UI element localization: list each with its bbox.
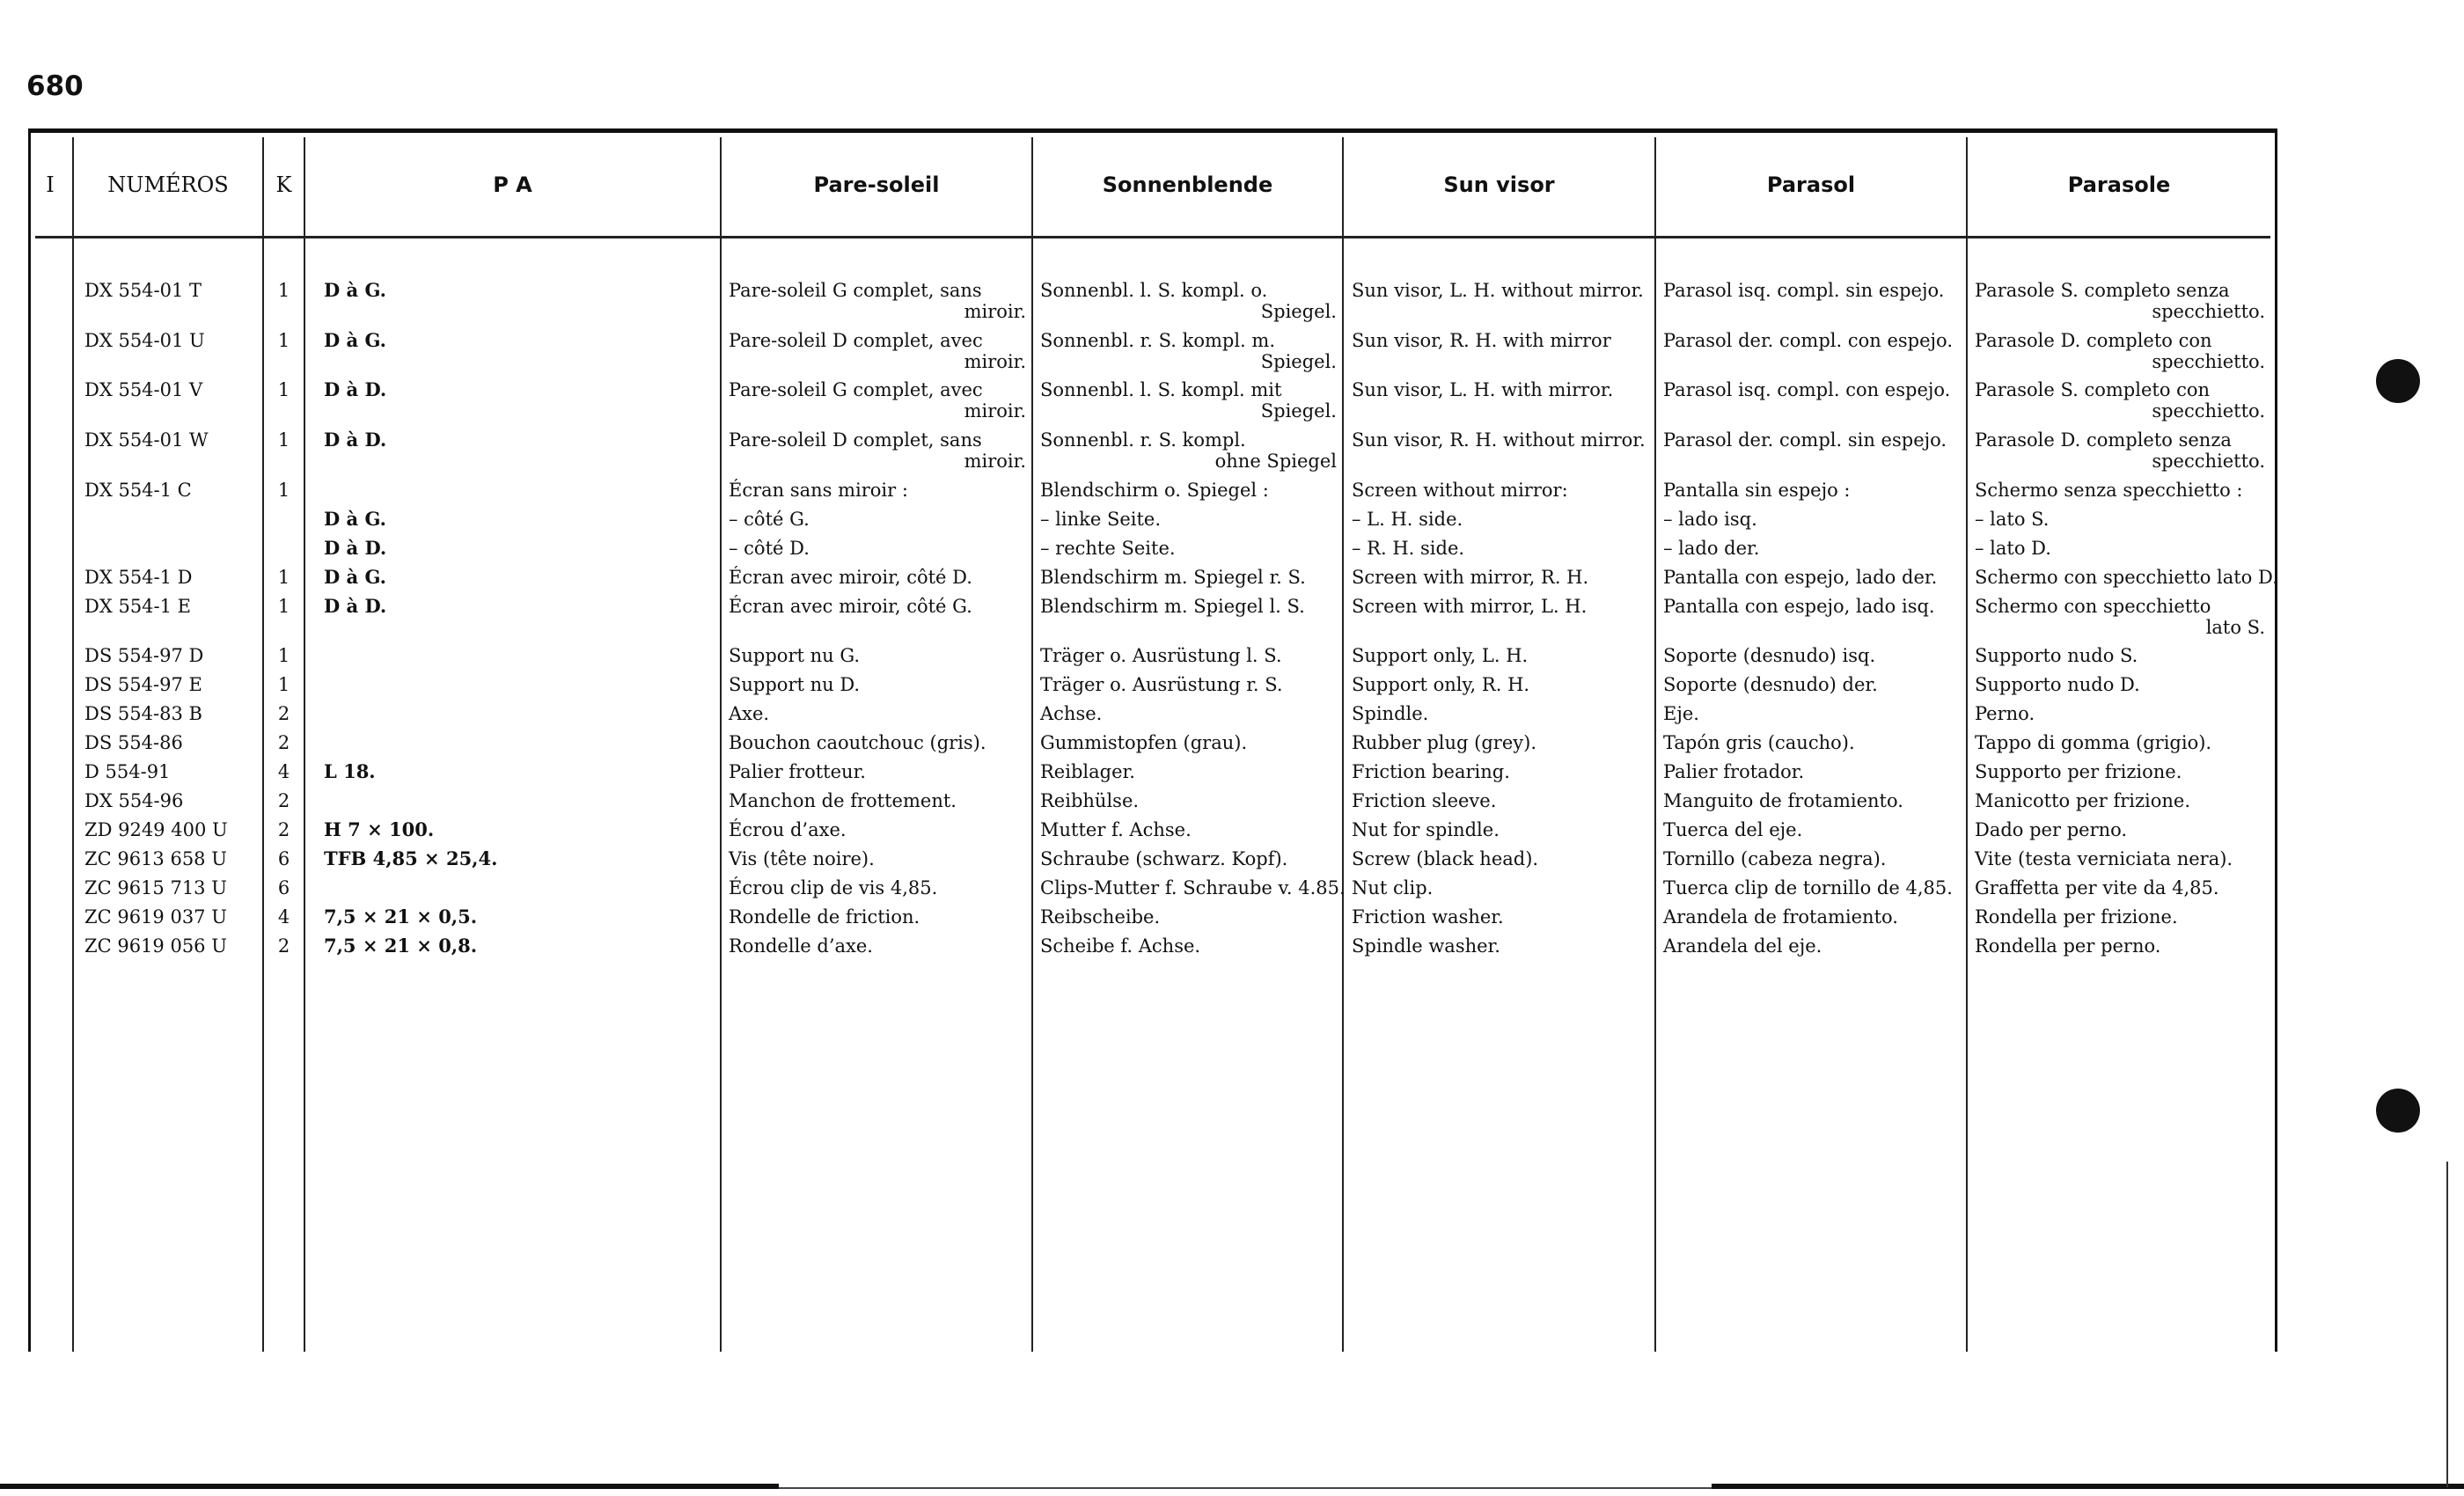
text-line: Spindle. xyxy=(1352,703,1429,724)
text-line: Parasol isq. compl. sin espejo. xyxy=(1663,280,1945,301)
spanish-desc xyxy=(1663,509,1961,530)
text-line: Tornillo (cabeza negra). xyxy=(1663,848,1887,869)
header-spanish: Parasol xyxy=(1766,172,1856,197)
table-row xyxy=(0,703,2464,732)
french-desc xyxy=(729,877,1026,898)
quantity: 1 xyxy=(277,330,290,351)
text-line: Supporto nudo D. xyxy=(1975,674,2140,695)
text-line: Schraube (schwarz. Kopf). xyxy=(1040,848,1288,869)
french-desc xyxy=(729,703,1026,724)
text-line: Sonnenbl. r. S. kompl. m. xyxy=(1040,330,1275,351)
french-desc xyxy=(729,429,1026,472)
text-line: Pare-soleil G complet, sans xyxy=(729,280,982,301)
quantity: 6 xyxy=(277,848,290,869)
french-desc xyxy=(729,645,1026,666)
text-line: Écrou d’axe. xyxy=(729,819,847,840)
english-desc xyxy=(1352,877,1649,898)
pa-spec: D à G. xyxy=(324,279,386,301)
bottom-rule xyxy=(0,1484,779,1489)
french-desc xyxy=(729,280,1026,322)
italian-desc xyxy=(1975,509,2265,530)
text-line-continued: Spiegel. xyxy=(1260,301,1337,322)
text-line: Écran avec miroir, côté G. xyxy=(729,596,972,617)
quantity: 1 xyxy=(277,567,290,588)
part-number: ZC 9613 658 U xyxy=(84,848,227,869)
french-desc xyxy=(729,674,1026,695)
quantity: 1 xyxy=(277,429,290,451)
german-desc xyxy=(1040,379,1337,422)
table-row xyxy=(0,848,2464,877)
text-line: Graffetta per vite da 4,85. xyxy=(1975,877,2219,898)
spanish-desc xyxy=(1663,645,1961,666)
spanish-desc xyxy=(1663,567,1961,588)
text-line: – lato S. xyxy=(1975,509,2050,530)
english-desc xyxy=(1352,280,1649,301)
spanish-desc xyxy=(1663,330,1961,351)
pa-spec: D à G. xyxy=(324,329,386,351)
part-number: DX 554-01 W xyxy=(84,429,209,451)
text-line: Tuerca del eje. xyxy=(1663,819,1803,840)
text-line: Rubber plug (grey). xyxy=(1352,732,1536,753)
spanish-desc xyxy=(1663,429,1961,451)
italian-desc xyxy=(1975,732,2265,753)
text-line: Arandela de frotamiento. xyxy=(1663,906,1898,928)
text-line: Support only, L. H. xyxy=(1352,645,1529,666)
text-line: – côté D. xyxy=(729,538,810,559)
german-desc xyxy=(1040,703,1337,724)
text-line: Friction washer. xyxy=(1352,906,1504,928)
pa-spec: 7,5 × 21 × 0,5. xyxy=(324,906,478,928)
text-line: Manguito de frotamiento. xyxy=(1663,790,1903,811)
english-desc xyxy=(1352,429,1649,451)
french-desc xyxy=(729,732,1026,753)
english-desc xyxy=(1352,906,1649,928)
text-line: Schermo con specchietto lato D. xyxy=(1975,567,2278,588)
text-line: Parasol isq. compl. con espejo. xyxy=(1663,379,1951,400)
english-desc xyxy=(1352,596,1649,617)
table-row xyxy=(0,509,2464,538)
italian-desc xyxy=(1975,703,2265,724)
german-desc xyxy=(1040,596,1337,617)
pa-spec: 7,5 × 21 × 0,8. xyxy=(324,935,478,957)
part-number: ZC 9615 713 U xyxy=(84,877,227,898)
quantity: 2 xyxy=(277,703,290,724)
text-line: Supporto nudo S. xyxy=(1975,645,2138,666)
italian-desc xyxy=(1975,330,2265,372)
spanish-desc xyxy=(1663,935,1961,957)
italian-desc xyxy=(1975,877,2265,898)
text-line: Palier frotador. xyxy=(1663,761,1805,782)
english-desc xyxy=(1352,703,1649,724)
german-desc xyxy=(1040,567,1337,588)
text-line: Tappo di gomma (grigio). xyxy=(1975,732,2212,753)
italian-desc xyxy=(1975,819,2265,840)
text-line: Écran sans miroir : xyxy=(729,480,908,501)
text-line: Soporte (desnudo) der. xyxy=(1663,674,1878,695)
english-desc xyxy=(1352,790,1649,811)
french-desc xyxy=(729,379,1026,422)
text-line-continued: Spiegel. xyxy=(1260,400,1337,422)
french-desc xyxy=(729,906,1026,928)
text-line: Dado per perno. xyxy=(1975,819,2128,840)
french-desc xyxy=(729,480,1026,501)
text-line: Pantalla con espejo, lado der. xyxy=(1663,567,1938,588)
french-desc xyxy=(729,567,1026,588)
text-line: Soporte (desnudo) isq. xyxy=(1663,645,1876,666)
german-desc xyxy=(1040,429,1337,472)
text-line: Sonnenbl. r. S. kompl. xyxy=(1040,429,1246,451)
text-line: Screw (black head). xyxy=(1352,848,1539,869)
text-line: Friction bearing. xyxy=(1352,761,1510,782)
italian-desc xyxy=(1975,596,2265,638)
part-number: DS 554-97 D xyxy=(84,645,204,666)
quantity: 1 xyxy=(277,674,290,695)
english-desc xyxy=(1352,480,1649,501)
text-line: Parasole D. completo con xyxy=(1975,330,2212,351)
spanish-desc xyxy=(1663,480,1961,501)
english-desc xyxy=(1352,674,1649,695)
spanish-desc xyxy=(1663,596,1961,617)
spanish-desc xyxy=(1663,761,1961,782)
text-line: Gummistopfen (grau). xyxy=(1040,732,1248,753)
text-line: Sun visor, R. H. with mirror xyxy=(1352,330,1611,351)
part-number: D 554-91 xyxy=(84,761,171,782)
table-row xyxy=(0,674,2464,703)
part-number: DX 554-01 T xyxy=(84,280,202,301)
italian-desc xyxy=(1975,379,2265,422)
german-desc xyxy=(1040,674,1337,695)
english-desc xyxy=(1352,645,1649,666)
spanish-desc xyxy=(1663,280,1961,301)
text-line: Rondella per perno. xyxy=(1975,935,2161,957)
text-line: Palier frotteur. xyxy=(729,761,866,782)
text-line: Schermo senza specchietto : xyxy=(1975,480,2243,501)
italian-desc xyxy=(1975,280,2265,322)
header-italian: Parasole xyxy=(2067,172,2171,197)
text-line-continued: specchietto. xyxy=(2152,400,2265,422)
text-line: – lado isq. xyxy=(1663,509,1757,530)
text-line: Pare-soleil D complet, avec xyxy=(729,330,983,351)
french-desc xyxy=(729,761,1026,782)
quantity: 1 xyxy=(277,280,290,301)
spanish-desc xyxy=(1663,732,1961,753)
text-line: – côté G. xyxy=(729,509,810,530)
italian-desc xyxy=(1975,567,2278,588)
text-line: Parasol der. compl. sin espejo. xyxy=(1663,429,1947,451)
french-desc xyxy=(729,538,1026,559)
bottom-rule xyxy=(1712,1484,2464,1489)
french-desc xyxy=(729,790,1026,811)
french-desc xyxy=(729,330,1026,372)
english-desc xyxy=(1352,509,1649,530)
table-row xyxy=(0,761,2464,790)
text-line: – lato D. xyxy=(1975,538,2051,559)
english-desc xyxy=(1352,567,1649,588)
table-row xyxy=(0,429,2464,472)
binder-hole xyxy=(2376,1089,2420,1133)
header-numeros: NUMÉROS xyxy=(107,172,229,197)
text-line: Axe. xyxy=(729,703,770,724)
text-line-continued: miroir. xyxy=(964,451,1026,472)
text-line: Spindle washer. xyxy=(1352,935,1500,957)
bottom-rule xyxy=(779,1487,1712,1489)
text-line: Support nu G. xyxy=(729,645,861,666)
german-desc xyxy=(1040,509,1337,530)
part-number: DX 554-1 E xyxy=(84,596,192,617)
text-line: Perno. xyxy=(1975,703,2035,724)
german-desc xyxy=(1040,906,1337,928)
quantity: 2 xyxy=(277,935,290,957)
text-line: Supporto per frizione. xyxy=(1975,761,2182,782)
german-desc xyxy=(1040,330,1337,372)
text-line: – R. H. side. xyxy=(1352,538,1465,559)
german-desc xyxy=(1040,877,1346,898)
part-number: ZD 9249 400 U xyxy=(84,819,228,840)
part-number: ZC 9619 056 U xyxy=(84,935,227,957)
quantity: 1 xyxy=(277,645,290,666)
text-line: Vite (testa verniciata nera). xyxy=(1975,848,2233,869)
german-desc xyxy=(1040,761,1337,782)
french-desc xyxy=(729,596,1026,617)
text-line: Sun visor, L. H. without mirror. xyxy=(1352,280,1644,301)
text-line: Sonnenbl. l. S. kompl. o. xyxy=(1040,280,1268,301)
italian-desc xyxy=(1975,538,2265,559)
quantity: 2 xyxy=(277,790,290,811)
binder-hole xyxy=(2376,359,2420,403)
text-line-continued: lato S. xyxy=(2205,617,2265,638)
quantity: 4 xyxy=(277,761,290,782)
text-line: Blendschirm m. Spiegel r. S. xyxy=(1040,567,1306,588)
italian-desc xyxy=(1975,761,2265,782)
text-line: Mutter f. Achse. xyxy=(1040,819,1192,840)
spanish-desc xyxy=(1663,790,1961,811)
page-edge xyxy=(2446,1162,2448,1487)
part-number: ZC 9619 037 U xyxy=(84,906,227,928)
table-row xyxy=(0,567,2464,596)
text-line: Sonnenbl. l. S. kompl. mit xyxy=(1040,379,1282,400)
text-line: Screen without mirror: xyxy=(1352,480,1568,501)
pa-spec: H 7 × 100. xyxy=(324,818,435,840)
text-line-continued: miroir. xyxy=(964,301,1026,322)
italian-desc xyxy=(1975,429,2265,472)
text-line: Arandela del eje. xyxy=(1663,935,1822,957)
italian-desc xyxy=(1975,935,2265,957)
text-line: Pantalla con espejo, lado isq. xyxy=(1663,596,1935,617)
table-row xyxy=(0,790,2464,819)
text-line: Parasole D. completo senza xyxy=(1975,429,2232,451)
text-line: Écran avec miroir, côté D. xyxy=(729,567,972,588)
text-line: Screen with mirror, R. H. xyxy=(1352,567,1589,588)
page-number: 680 xyxy=(26,70,84,102)
text-line: Clips-Mutter f. Schraube v. 4.85. xyxy=(1040,877,1346,898)
spanish-desc xyxy=(1663,703,1961,724)
text-line: Sun visor, L. H. with mirror. xyxy=(1352,379,1614,400)
quantity: 1 xyxy=(277,596,290,617)
text-line: Parasole S. completo senza xyxy=(1975,280,2230,301)
text-line: Screen with mirror, L. H. xyxy=(1352,596,1588,617)
text-line: – rechte Seite. xyxy=(1040,538,1176,559)
table-row xyxy=(0,819,2464,848)
french-desc xyxy=(729,935,1026,957)
text-line: Reiblager. xyxy=(1040,761,1135,782)
text-line: Schermo con specchietto xyxy=(1975,596,2211,617)
text-line: Support only, R. H. xyxy=(1352,674,1530,695)
german-desc xyxy=(1040,935,1337,957)
pa-spec: L 18. xyxy=(324,760,376,782)
header-pa: P A xyxy=(493,172,532,197)
text-line: Eje. xyxy=(1663,703,1699,724)
quantity: 6 xyxy=(277,877,290,898)
pa-spec: D à G. xyxy=(324,508,386,530)
italian-desc xyxy=(1975,906,2265,928)
text-line-continued: miroir. xyxy=(964,351,1026,372)
text-line: Blendschirm m. Spiegel l. S. xyxy=(1040,596,1305,617)
italian-desc xyxy=(1975,848,2265,869)
table-row xyxy=(0,279,2464,322)
french-desc xyxy=(729,509,1026,530)
table-row xyxy=(0,538,2464,567)
text-line: Friction sleeve. xyxy=(1352,790,1497,811)
text-line: Blendschirm o. Spiegel : xyxy=(1040,480,1269,501)
part-number: DS 554-97 E xyxy=(84,674,202,695)
part-number: DX 554-1 D xyxy=(84,567,193,588)
text-line: Parasol der. compl. con espejo. xyxy=(1663,330,1953,351)
text-line: Tuerca clip de tornillo de 4,85. xyxy=(1663,877,1953,898)
text-line: Support nu D. xyxy=(729,674,861,695)
part-number: DS 554-86 xyxy=(84,732,183,753)
german-desc xyxy=(1040,280,1337,322)
text-line: Pantalla sin espejo : xyxy=(1663,480,1851,501)
text-line: Bouchon caoutchouc (gris). xyxy=(729,732,986,753)
header-french: Pare-soleil xyxy=(813,172,940,197)
pa-spec: D à D. xyxy=(324,378,387,400)
text-line: Parasole S. completo con xyxy=(1975,379,2211,400)
italian-desc xyxy=(1975,480,2265,501)
text-line: Pare-soleil G complet, avec xyxy=(729,379,983,400)
text-line: Rondella per frizione. xyxy=(1975,906,2178,928)
spanish-desc xyxy=(1663,877,1961,898)
header-english: Sun visor xyxy=(1443,172,1555,197)
english-desc xyxy=(1352,819,1649,840)
pa-spec: D à D. xyxy=(324,595,387,617)
text-line: Achse. xyxy=(1040,703,1103,724)
text-line: Rondelle de friction. xyxy=(729,906,920,928)
text-line: Pare-soleil D complet, sans xyxy=(729,429,982,451)
header-i: I xyxy=(46,172,55,197)
english-desc xyxy=(1352,761,1649,782)
text-line: Écrou clip de vis 4,85. xyxy=(729,877,938,898)
quantity: 1 xyxy=(277,379,290,400)
text-line: – linke Seite. xyxy=(1040,509,1162,530)
text-line: Nut clip. xyxy=(1352,877,1434,898)
pa-spec: D à D. xyxy=(324,429,387,451)
text-line: Sun visor, R. H. without mirror. xyxy=(1352,429,1646,451)
text-line: Rondelle d’axe. xyxy=(729,935,873,957)
pa-spec: TFB 4,85 × 25,4. xyxy=(324,847,498,869)
german-desc xyxy=(1040,538,1337,559)
table-row xyxy=(0,480,2464,509)
text-line-continued: specchietto. xyxy=(2152,301,2265,322)
english-desc xyxy=(1352,935,1649,957)
german-desc xyxy=(1040,645,1337,666)
text-line: Träger o. Ausrüstung l. S. xyxy=(1040,645,1282,666)
header-german: Sonnenblende xyxy=(1102,172,1273,197)
italian-desc xyxy=(1975,790,2265,811)
english-desc xyxy=(1352,732,1649,753)
text-line: Vis (tête noire). xyxy=(729,848,875,869)
german-desc xyxy=(1040,790,1337,811)
french-desc xyxy=(729,819,1026,840)
table-row xyxy=(0,645,2464,674)
quantity: 2 xyxy=(277,732,290,753)
header-separator xyxy=(35,236,2270,238)
english-desc xyxy=(1352,330,1649,351)
spanish-desc xyxy=(1663,538,1961,559)
french-desc xyxy=(729,848,1026,869)
pa-spec: D à G. xyxy=(324,566,386,588)
table-row xyxy=(0,378,2464,422)
part-number: DS 554-83 B xyxy=(84,703,202,724)
header-k: K xyxy=(275,172,292,197)
text-line: Scheibe f. Achse. xyxy=(1040,935,1201,957)
quantity: 4 xyxy=(277,906,290,928)
quantity: 2 xyxy=(277,819,290,840)
text-line-continued: miroir. xyxy=(964,400,1026,422)
italian-desc xyxy=(1975,645,2265,666)
text-line-continued: specchietto. xyxy=(2152,351,2265,372)
spanish-desc xyxy=(1663,674,1961,695)
english-desc xyxy=(1352,848,1649,869)
spanish-desc xyxy=(1663,848,1961,869)
part-number: DX 554-01 V xyxy=(84,379,203,400)
table-row xyxy=(0,329,2464,372)
pa-spec: D à D. xyxy=(324,537,387,559)
text-line: Nut for spindle. xyxy=(1352,819,1500,840)
table-row xyxy=(0,595,2464,638)
text-line: – lado der. xyxy=(1663,538,1760,559)
part-number: DX 554-96 xyxy=(84,790,184,811)
text-line-continued: specchietto. xyxy=(2152,451,2265,472)
text-line: Tapón gris (caucho). xyxy=(1663,732,1855,753)
english-desc xyxy=(1352,538,1649,559)
text-line: – L. H. side. xyxy=(1352,509,1463,530)
german-desc xyxy=(1040,732,1337,753)
text-line-continued: Spiegel. xyxy=(1260,351,1337,372)
quantity: 1 xyxy=(277,480,290,501)
part-number: DX 554-1 C xyxy=(84,480,192,501)
text-line: Träger o. Ausrüstung r. S. xyxy=(1040,674,1283,695)
german-desc xyxy=(1040,848,1337,869)
spanish-desc xyxy=(1663,906,1961,928)
table-row xyxy=(0,935,2464,964)
spanish-desc xyxy=(1663,819,1961,840)
spanish-desc xyxy=(1663,379,1961,400)
table-row xyxy=(0,877,2464,906)
text-line: Manicotto per frizione. xyxy=(1975,790,2191,811)
italian-desc xyxy=(1975,674,2265,695)
text-line-continued: ohne Spiegel xyxy=(1214,451,1337,472)
table-row xyxy=(0,732,2464,761)
text-line: Manchon de frottement. xyxy=(729,790,957,811)
german-desc xyxy=(1040,480,1337,501)
text-line: Reibscheibe. xyxy=(1040,906,1161,928)
table-row xyxy=(0,906,2464,935)
text-line: Reibhülse. xyxy=(1040,790,1140,811)
german-desc xyxy=(1040,819,1337,840)
english-desc xyxy=(1352,379,1649,400)
part-number: DX 554-01 U xyxy=(84,330,205,351)
